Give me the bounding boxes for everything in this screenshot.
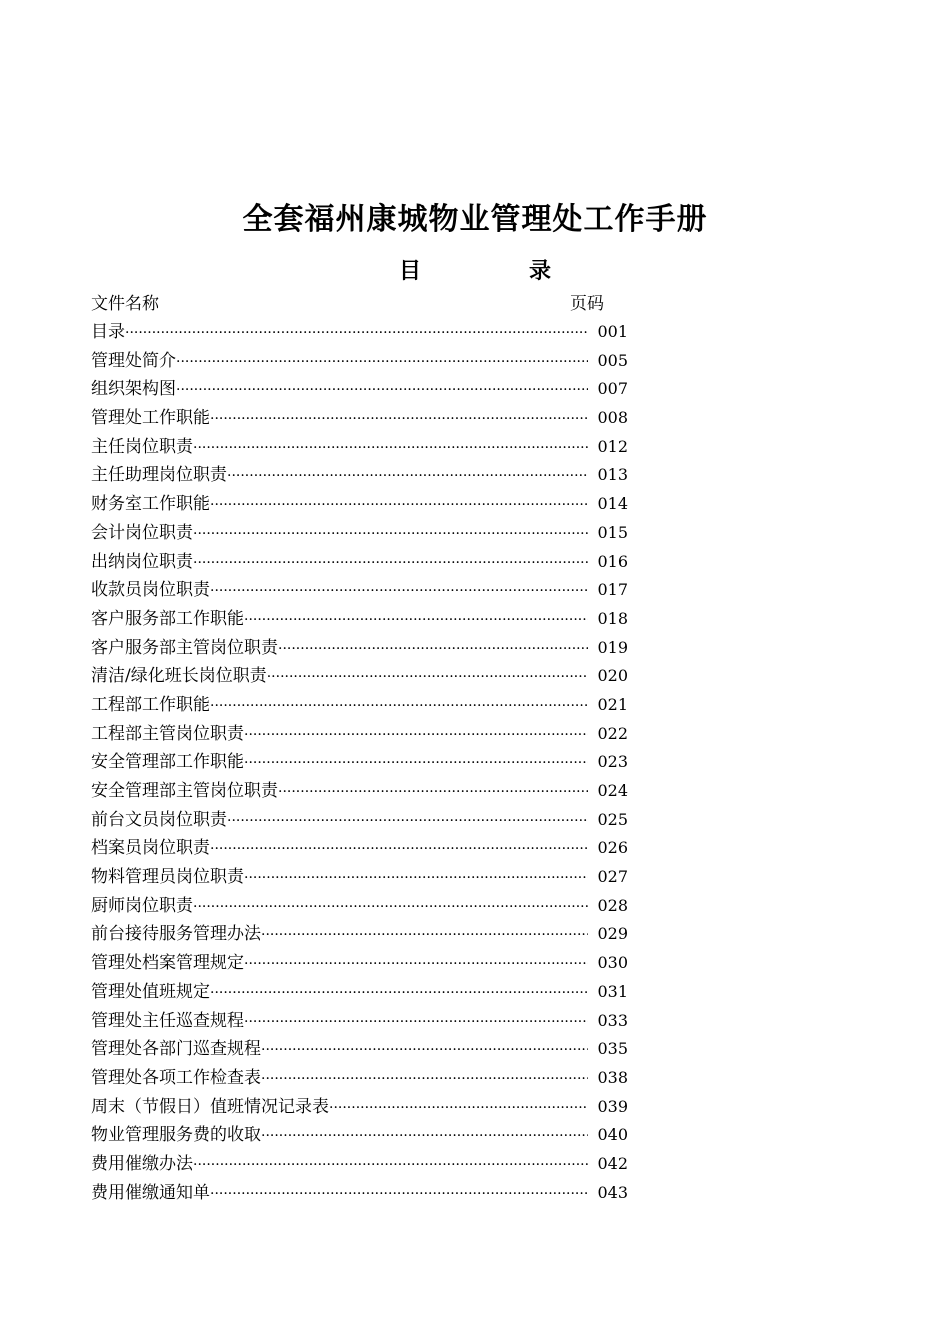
column-header-name: 文件名称 [91, 294, 159, 314]
toc-dot-leader [193, 893, 588, 922]
toc-entry-title: 周末（节假日）值班情况记录表 [91, 1096, 329, 1117]
toc-entry-page: 016 [597, 551, 628, 571]
toc-heading-right: 录 [529, 258, 552, 284]
toc-entry[interactable] [91, 949, 631, 978]
toc-entry[interactable] [91, 375, 631, 404]
toc-entry-page: 008 [597, 408, 628, 428]
toc-dot-leader [193, 520, 588, 549]
toc-entry[interactable] [91, 1179, 631, 1208]
toc-entry-title: 厨师岗位职责 [91, 895, 193, 916]
toc-entry-title: 工程部主管岗位职责 [91, 723, 244, 744]
toc-dot-leader [329, 1094, 588, 1123]
toc-entry-title: 费用催缴办法 [91, 1153, 193, 1174]
toc-dot-leader [278, 778, 588, 807]
toc-column-header [91, 290, 611, 318]
toc-entry-title: 财务室工作职能 [91, 494, 210, 515]
toc-dot-leader [244, 864, 588, 893]
toc-entry[interactable] [91, 1007, 631, 1036]
toc-entry-title: 管理处主任巡查规程 [91, 1010, 244, 1031]
toc-entry-title: 目录 [91, 322, 125, 342]
toc-entry-page: 007 [597, 379, 628, 399]
toc-entry-title: 清洁/绿化班长岗位职责 [91, 666, 267, 687]
toc-entry[interactable] [91, 1035, 631, 1064]
toc-dot-leader [210, 1180, 588, 1209]
toc-entry-title: 前台接待服务管理办法 [91, 924, 261, 945]
toc-dot-leader [193, 1151, 588, 1180]
toc-entry-page: 043 [597, 1182, 628, 1202]
toc-entry-page: 035 [597, 1039, 628, 1059]
toc-entry[interactable] [91, 1121, 631, 1150]
toc-dot-leader [210, 835, 588, 864]
toc-entry-page: 029 [597, 924, 628, 944]
toc-entry-title: 前台文员岗位职责 [91, 809, 227, 830]
toc-entry[interactable] [91, 433, 631, 462]
toc-entry-title: 客户服务部工作职能 [91, 608, 244, 629]
toc-entry[interactable] [91, 461, 631, 490]
toc-dot-leader [193, 549, 588, 578]
toc-entry-title: 安全管理部主管岗位职责 [91, 781, 278, 801]
toc-entry[interactable] [91, 347, 631, 376]
toc-entry-title: 主任岗位职责 [91, 436, 193, 457]
toc-entry-title: 管理处值班规定 [91, 981, 210, 1002]
toc-entry[interactable] [91, 978, 631, 1007]
toc-dot-leader [261, 1122, 588, 1151]
toc-dot-leader [210, 692, 588, 721]
toc-entry-page: 031 [597, 981, 628, 1001]
page-title: 全套福州康城物业管理处工作手册 [242, 202, 708, 237]
toc-entry[interactable] [91, 892, 631, 921]
toc-entry-page: 020 [597, 666, 628, 686]
toc-dot-leader [278, 635, 588, 664]
toc-entry[interactable] [91, 605, 631, 634]
toc-entry[interactable] [91, 720, 631, 749]
toc-entry[interactable] [91, 1064, 631, 1093]
toc-entry-page: 033 [597, 1010, 628, 1030]
toc-entry-title: 客户服务部主管岗位职责 [91, 637, 278, 658]
toc-entry[interactable] [91, 662, 631, 691]
toc-entry-page: 001 [597, 322, 628, 341]
toc-entry-title: 收款员岗位职责 [91, 580, 210, 601]
toc-dot-leader [125, 319, 588, 348]
toc-entry-title: 管理处简介 [91, 350, 176, 371]
toc-entry-title: 出纳岗位职责 [91, 551, 193, 572]
toc-entry-page: 021 [597, 694, 628, 714]
toc-entry-page: 042 [597, 1153, 628, 1173]
toc-entry[interactable] [91, 1150, 631, 1179]
toc-entry-page: 005 [597, 350, 628, 370]
toc-entry-title: 会计岗位职责 [91, 522, 193, 543]
toc-dot-leader [193, 434, 588, 463]
toc-entry[interactable] [91, 1093, 631, 1122]
toc-dot-leader [267, 663, 588, 692]
toc-dot-leader [210, 979, 588, 1008]
toc-heading [0, 254, 950, 288]
toc-dot-leader [210, 577, 588, 606]
toc-entry-title: 物料管理员岗位职责 [91, 867, 244, 888]
toc-entry-title: 管理处各项工作检查表 [91, 1067, 261, 1088]
toc-dot-leader [176, 376, 588, 405]
toc-dot-leader [244, 950, 588, 979]
toc-entry-page: 015 [597, 522, 628, 542]
toc-entry[interactable] [91, 404, 631, 433]
toc-entry-page: 027 [597, 867, 628, 887]
toc-dot-leader [227, 807, 588, 836]
toc-entry-page: 028 [597, 895, 628, 915]
toc-dot-leader [210, 491, 588, 520]
toc-dot-leader [261, 921, 588, 950]
toc-entry[interactable] [91, 519, 631, 548]
toc-dot-leader [244, 749, 588, 778]
toc-entry-page: 040 [597, 1125, 628, 1145]
toc-entry[interactable] [91, 748, 631, 777]
toc-entry-title: 费用催缴通知单 [91, 1182, 210, 1203]
toc-entry-page: 013 [597, 465, 628, 485]
toc-entry-page: 022 [597, 723, 628, 743]
toc-entry-title: 管理处各部门巡查规程 [91, 1039, 261, 1060]
toc-entry-title: 档案员岗位职责 [91, 838, 210, 859]
toc-entry[interactable] [91, 490, 631, 519]
toc-entry-title: 物业管理服务费的收取 [91, 1125, 261, 1146]
toc-entry-title: 管理处档案管理规定 [91, 953, 244, 974]
toc-entry[interactable] [91, 318, 631, 347]
toc-entry[interactable] [91, 548, 631, 577]
toc-entry-page: 017 [597, 580, 628, 600]
toc-entry-page: 019 [597, 637, 628, 657]
toc-entry-page: 039 [597, 1096, 628, 1116]
toc-entry[interactable] [91, 634, 631, 663]
toc-dot-leader [244, 606, 588, 635]
toc-entry-page: 030 [597, 953, 628, 973]
toc-entry-title: 安全管理部工作职能 [91, 752, 244, 773]
toc-dot-leader [261, 1065, 588, 1094]
toc-entry-page: 023 [597, 752, 628, 772]
toc-entry-page: 024 [597, 781, 628, 800]
toc-dot-leader [261, 1036, 588, 1065]
toc-heading-left: 目 [398, 258, 421, 284]
toc-entry[interactable] [91, 920, 631, 949]
toc-dot-leader [176, 348, 588, 377]
toc-dot-leader [210, 405, 588, 434]
toc-dot-leader [244, 721, 588, 750]
toc-entry-title: 管理处工作职能 [91, 408, 210, 429]
column-header-page: 页码 [570, 294, 604, 314]
toc-entry-page: 014 [597, 494, 628, 514]
toc-entry-title: 主任助理岗位职责 [91, 465, 227, 486]
toc-entry[interactable] [91, 777, 631, 806]
toc-entry-page: 038 [597, 1067, 628, 1087]
toc-entry-title: 组织架构图 [91, 379, 176, 400]
toc-entry-page: 018 [597, 608, 628, 628]
toc-dot-leader [227, 462, 588, 491]
toc-entry[interactable] [91, 863, 631, 892]
toc-entry[interactable] [91, 576, 631, 605]
toc-entry[interactable] [91, 691, 631, 720]
toc-entry[interactable] [91, 834, 631, 863]
toc-entry[interactable] [91, 806, 631, 835]
toc-entry-page: 026 [597, 838, 628, 858]
toc-entry-page: 025 [597, 809, 628, 829]
toc-entry-page: 012 [597, 436, 628, 456]
toc-entry-title: 工程部工作职能 [91, 694, 210, 715]
toc-dot-leader [244, 1008, 588, 1037]
toc-list [91, 318, 631, 1207]
